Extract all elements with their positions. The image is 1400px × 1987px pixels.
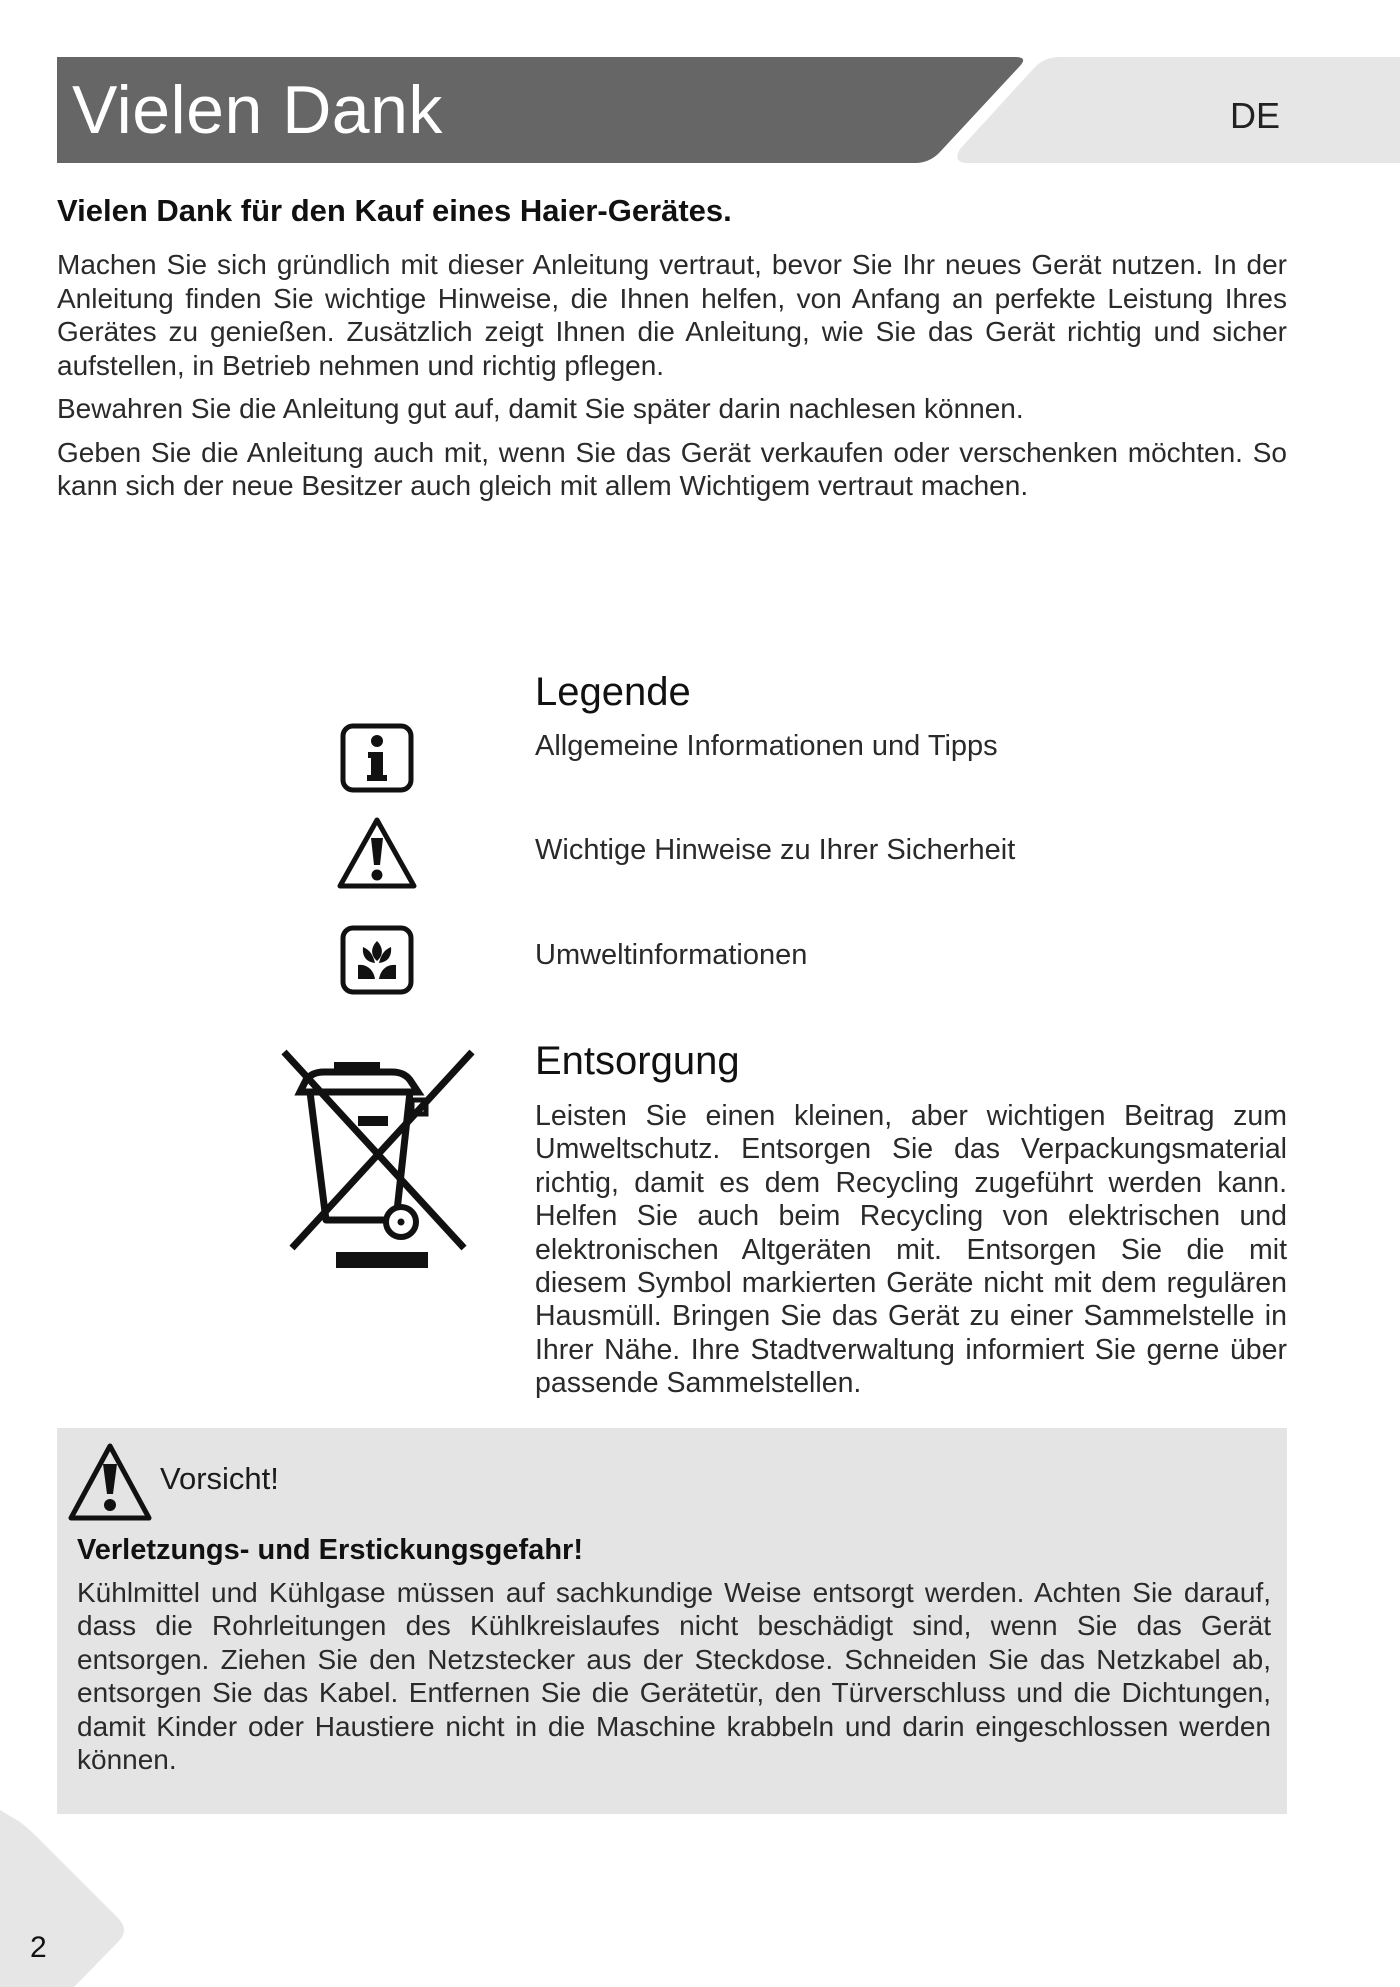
legend-item-label: Umweltinformationen (535, 939, 808, 971)
legend-item-label: Allgemeine Informationen und Tipps (535, 730, 998, 762)
warning-triangle-icon (336, 816, 418, 890)
page-number: 2 (30, 1931, 47, 1964)
intro-paragraph: Machen Sie sich gründlich mit dieser Anleitung vertraut, bevor Sie Ihr neues Gerät nutzen. In der Anleitung finden Sie wichtige Hinweise, die Ihnen helfen, von Anfang an perfekte Leistung Ihres Gerätes zu genießen. Zusätzlich zeigt Ihnen die Anleitung, wie Sie das Gerät richtig und sicher aufstellen, in Betrieb nehmen und richtig pflegen. (57, 249, 1287, 381)
crossed-out-bin-icon (276, 1048, 476, 1274)
flower-eco-icon (340, 925, 414, 995)
intro-heading: Vielen Dank für den Kauf eines Haier-Gerätes. (57, 193, 732, 228)
page-title: Vielen Dank (72, 72, 443, 148)
warning-label: Vorsicht! (160, 1461, 279, 1496)
warning-title: Verletzungs- und Erstickungsgefahr! (77, 1534, 583, 1566)
warning-body: Kühlmittel und Kühlgase müssen auf sachkundige Weise entsorgt werden. Achten Sie darauf, dass die Rohrleitungen des Kühlkreislaufes nicht beschädigt sind, wenn Sie das Gerät entsorgen. Ziehen Sie den Netzstecker aus der Steckdose. Schneiden Sie das Netzkabel ab, entsorgen Sie das Kabel. Entfernen Sie die Gerätetür, den Türverschluss und die Dichtungen, damit Kinder oder Haustiere nicht in die Maschine krabbeln und darin eingeschlossen werden können. (77, 1577, 1271, 1776)
legend-item-label: Wichtige Hinweise zu Ihrer Sicherheit (535, 834, 1016, 866)
page-corner-tab (0, 1810, 130, 1987)
intro-paragraph: Geben Sie die Anleitung auch mit, wenn Sie das Gerät verkaufen oder verschenken möchten. So kann sich der neue Besitzer auch gleich mit allem Wichtigem vertraut machen. (57, 436, 1287, 501)
language-code: DE (1230, 95, 1281, 136)
disposal-body: Leisten Sie einen kleinen, aber wichtigen Beitrag zum Umweltschutz. Entsorgen Sie das Verpackungsmaterial richtig, damit es dem Recycling zugeführt werden kann. Helfen Sie auch beim Recycling von elektrischen und elektronischen Altgeräten mit. Entsorgen Sie die mit diesem Symbol markierten Geräte nicht mit dem regulären Hausmüll. Bringen Sie das Gerät zu einer Sammelstelle in Ihrer Nähe. Ihre Stadtverwaltung informiert Sie gerne über passende Sammelstellen. (535, 1100, 1287, 1400)
warning-box (57, 1428, 1287, 1814)
intro-body (57, 248, 1287, 513)
intro-paragraph: Bewahren Sie die Anleitung gut auf, damit Sie später darin nachlesen können. (57, 393, 1024, 424)
disposal-heading: Entsorgung (535, 1039, 740, 1083)
warning-triangle-icon (67, 1442, 153, 1522)
info-icon (340, 723, 414, 793)
legend-heading: Legende (535, 670, 691, 714)
